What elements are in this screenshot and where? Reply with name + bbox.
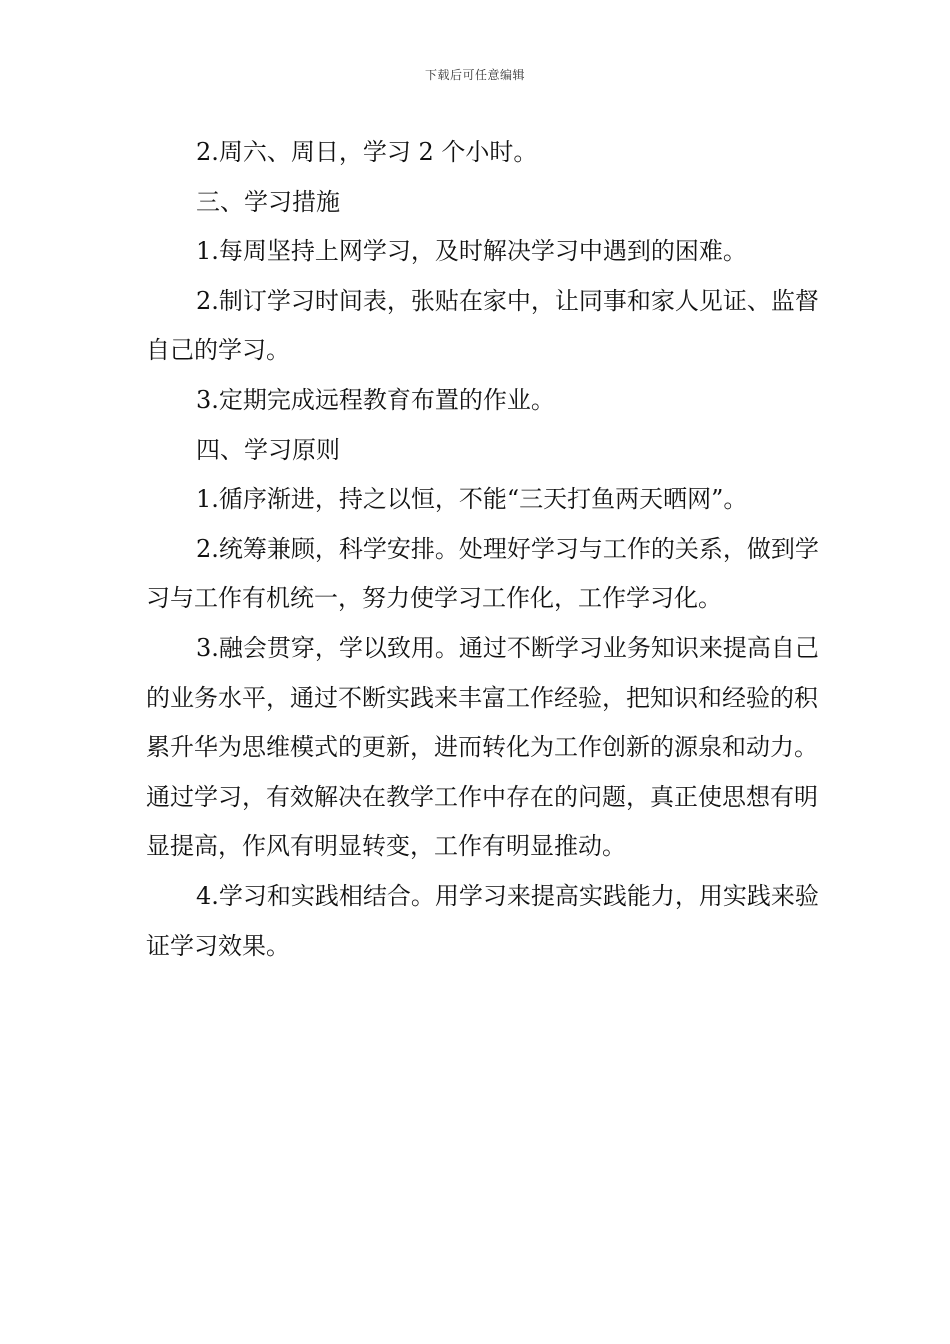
document-body [146,128,826,971]
paragraph-measure-1: 1.每周坚持上网学习，及时解决学习中遇到的困难。 [196,237,747,266]
paragraph-principle-4: 4.学习和实践相结合。用学习来提高实践能力，用实践来验证学习效果。 [146,881,819,960]
section-heading-measures: 三、学习措施 [196,187,340,216]
paragraph-measure-3: 3.定期完成远程教育布置的作业。 [196,385,555,414]
paragraph-principle-2: 2.统筹兼顾，科学安排。处理好学习与工作的关系，做到学习与工作有机统一，努力使学习工作化，工作学习化。 [146,534,819,613]
paragraph-weekend-study: 2.周六、周日，学习 2 个小时。 [196,138,538,166]
paragraph-principle-3: 3.融会贯穿，学以致用。通过不断学习业务知识来提高自己的业务水平，通过不断实践来丰富工作经验，把知识和经验的积累升华为思维模式的更新，进而转化为工作创新的源泉和动力。通过学习，有效解决在教学工作中存在的问题，真正使思想有明显提高，作风有明显转变，工作有明显推动。 [146,633,819,861]
page-header: 下载后可任意编辑 [424,68,525,82]
section-heading-principles: 四、学习原则 [196,435,340,464]
paragraph-measure-2: 2.制订学习时间表，张贴在家中，让同事和家人见证、监督自己的学习。 [146,286,819,365]
paragraph-principle-1: 1.循序渐进，持之以恒，不能“三天打鱼两天晒网”。 [196,485,748,514]
